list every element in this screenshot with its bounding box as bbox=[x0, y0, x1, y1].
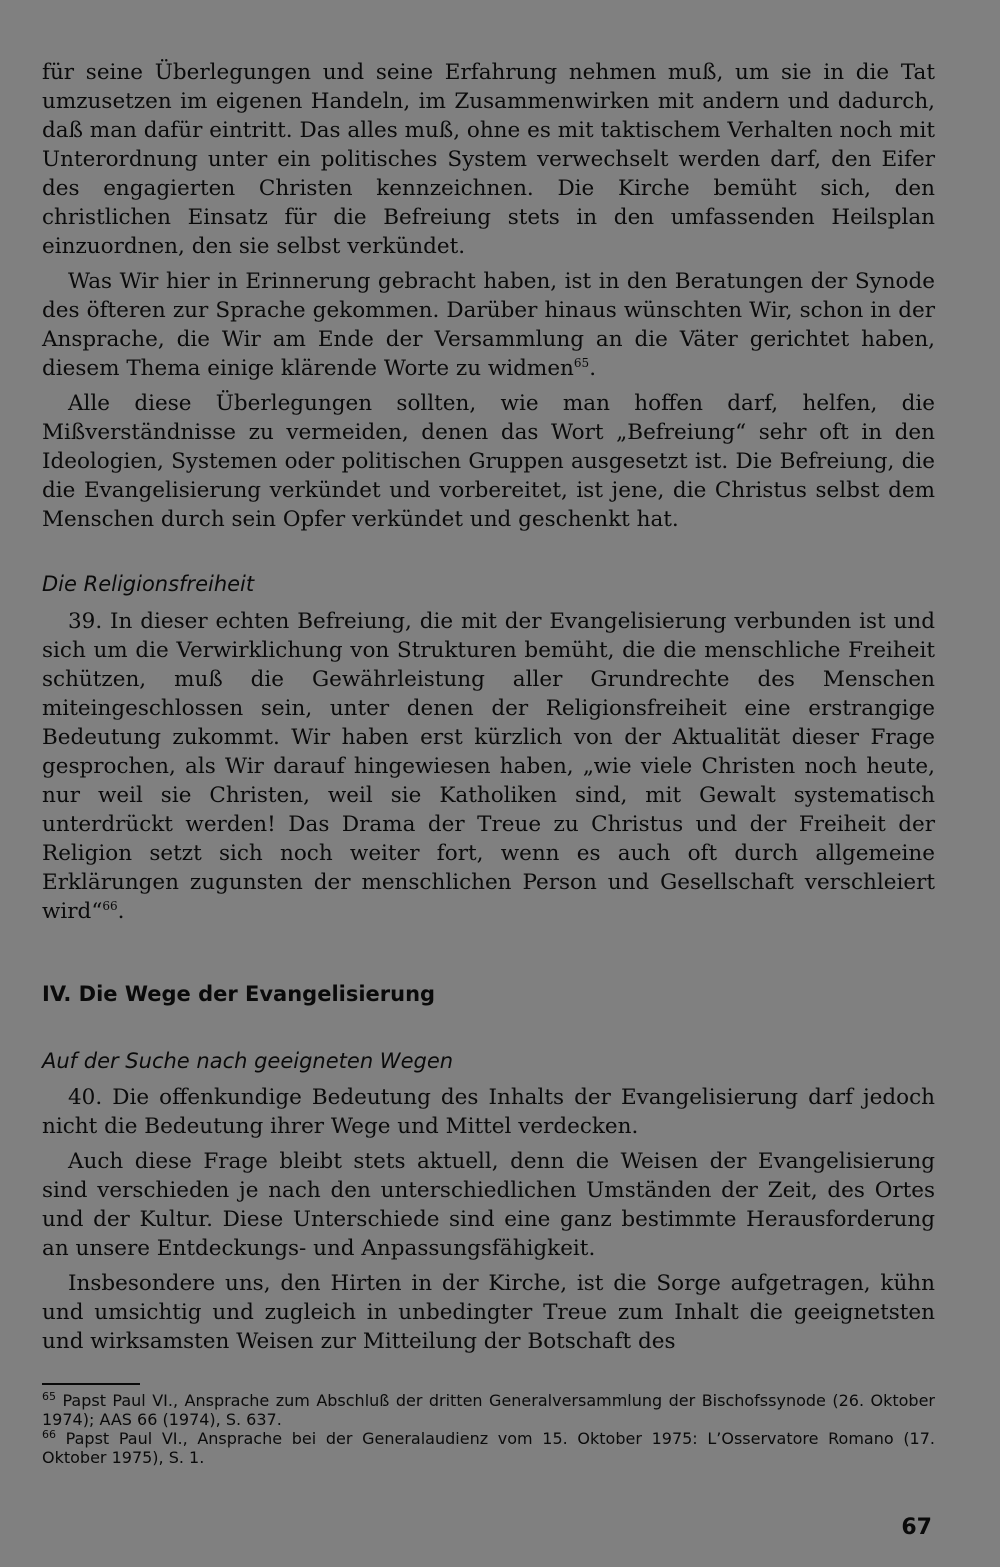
paragraph-39-trail: . bbox=[117, 899, 125, 924]
paragraph-synode bbox=[42, 267, 935, 383]
paragraph-39 bbox=[42, 607, 935, 926]
footnote-number: 65 bbox=[42, 1390, 56, 1403]
footnote-divider bbox=[42, 1383, 140, 1385]
paragraph-befreiung: Alle diese Überlegungen sollten, wie man hoffen darf, helfen, die Mißverständnisse zu vermeiden, denen das Wort „Befreiung“ sehr oft in den Ideologien, Systemen oder politischen Gruppen ausgesetzt ist. Die Befreiung, die die Evangelisierung verkündet und vorbereitet, ist jene, die Christus selbst dem Menschen durch sein Opfer verkündet und geschenkt hat. bbox=[42, 391, 935, 532]
paragraph-continued: für seine Überlegungen und seine Erfahrung nehmen muß, um sie in die Tat umzusetzen im eigenen Handeln, im Zusammenwirken mit andern und dadurch, daß man dafür eintritt. Das alles muß, ohne es mit taktischem Verhalten noch mit Unterordnung unter ein politisches System verwechselt werden darf, den Eifer des engagierten Christen kennzeichnen. Die Kirche bemüht sich, den christlichen Einsatz für die Befreiung stets in den umfassenden Heilsplan einzuordnen, den sie selbst verkündet. bbox=[42, 60, 935, 259]
section-heading-religionsfreiheit: Die Religionsfreiheit bbox=[42, 572, 255, 596]
paragraph-39-text: 39. In dieser echten Befreiung, die mit der Evangelisierung verbunden ist und sich um die Verwirklichung von Strukturen bemüht, die die menschliche Freiheit schützen, muß die Gewährleistung aller Grundrechte des Menschen miteingeschlossen sein, unter denen der Religionsfreiheit eine erstrangige Bedeutung zukommt. Wir haben erst kürzlich von der Aktualität dieser Frage gesprochen, als Wir darauf hingewiesen haben, „wie viele Christen noch heute, nur weil sie Christen, weil sie Katholiken sind, mit Gewalt systematisch unterdrückt werden! Das Drama der Treue zu Christus und der Freiheit der Religion setzt sich noch weiter fort, wenn es auch oft durch allgemeine Erklärungen zugunsten der menschlichen Person und Gesellschaft verschleiert wird“ bbox=[42, 609, 935, 924]
footnotes bbox=[42, 1383, 935, 1467]
paragraph-frage: Auch diese Frage bleibt stets aktuell, denn die Weisen der Evangelisierung sind verschieden je nach den unterschiedlichen Umständen der Zeit, des Ortes und der Kultur. Diese Unterschiede sind eine ganz bestimmte Herausforderung an unsere Entdeckungs- und Anpassungsfähigkeit. bbox=[42, 1149, 935, 1261]
page-number: 67 bbox=[901, 1515, 932, 1540]
paragraph-40: 40. Die offenkundige Bedeutung des Inhalts der Evangelisierung darf jedoch nicht die Bedeutung ihrer Wege und Mittel verdecken. bbox=[42, 1085, 935, 1139]
footnote-66 bbox=[42, 1429, 935, 1467]
section-heading-suche: Auf der Suche nach geeigneten Wegen bbox=[42, 1049, 454, 1073]
footnote-ref-65: 65 bbox=[573, 356, 590, 370]
footnote-text: Papst Paul VI., Ansprache zum Abschluß der dritten Generalversammlung der Bischofssynode (26. Oktober 1974); AAS 66 (1974), S. 637. bbox=[42, 1391, 935, 1429]
footnote-ref-66: 66 bbox=[102, 899, 118, 913]
footnote-number: 66 bbox=[42, 1428, 56, 1441]
paragraph-synode-text: Was Wir hier in Erinnerung gebracht haben, ist in den Beratungen der Synode des öfteren zur Sprache gekommen. Darüber hinaus wünschten Wir, schon in der Ansprache, die Wir am Ende der Versammlung an die Väter gerichtet haben, diesem Thema einige klärende Worte zu widmen bbox=[42, 269, 935, 381]
footnote-65 bbox=[42, 1391, 935, 1429]
paragraph-synode-trail: . bbox=[589, 356, 597, 381]
page-body bbox=[42, 58, 935, 1362]
footnote-text: Papst Paul VI., Ansprache bei der Generalaudienz vom 15. Oktober 1975: L’Osservatore Romano (17. Oktober 1975), S. 1. bbox=[42, 1429, 935, 1467]
chapter-title: IV. Die Wege der Evangelisierung bbox=[42, 982, 436, 1006]
paragraph-hirten: Insbesondere uns, den Hirten in der Kirche, ist die Sorge aufgetragen, kühn und umsichtig und zugleich in unbedingter Treue zum Inhalt die geeignetsten und wirksamsten Weisen zur Mitteilung der Botschaft des bbox=[42, 1271, 935, 1354]
